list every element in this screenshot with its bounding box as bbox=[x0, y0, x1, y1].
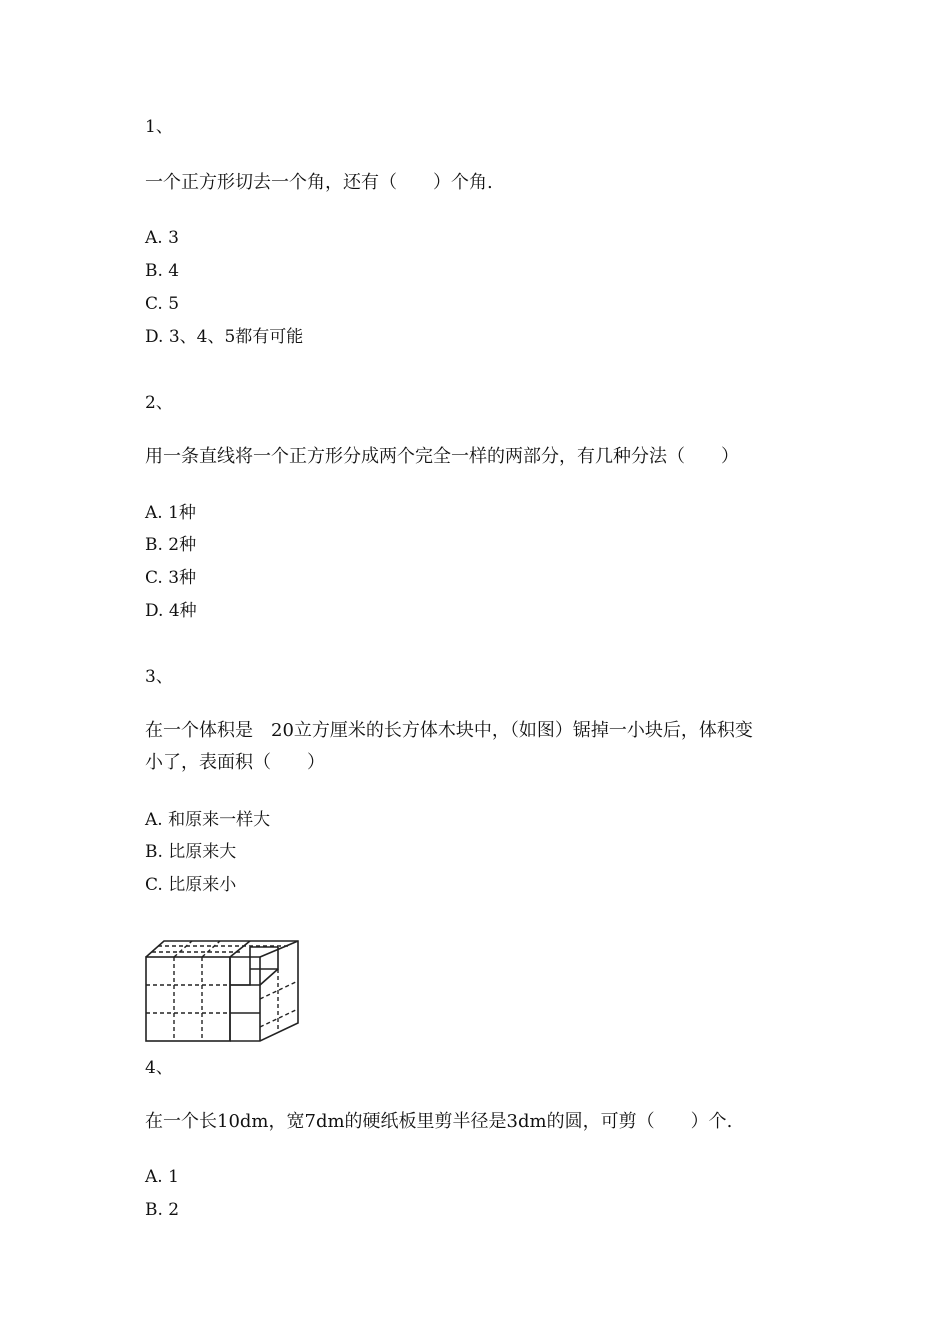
question-2-option-a: A. 1种 bbox=[145, 503, 196, 523]
question-4-option-a: A. 1 bbox=[145, 1167, 179, 1187]
question-4-stem: 在一个长10dm，宽7dm的硬纸板里剪半径是3dm的圆，可剪（ ）个. bbox=[145, 1111, 733, 1132]
question-2-option-c: C. 3种 bbox=[145, 568, 197, 588]
question-3-option-b: B. 比原来大 bbox=[145, 842, 237, 862]
cuboid-solid-edges bbox=[146, 941, 298, 1041]
question-1-stem: 一个正方形切去一个角，还有（ ）个角. bbox=[145, 172, 493, 193]
question-3-option-a: A. 和原来一样大 bbox=[145, 810, 271, 830]
question-1-option-d: D. 3、4、5都有可能 bbox=[145, 327, 304, 347]
question-1-option-c: C. 5 bbox=[145, 294, 180, 314]
question-3-stem-line-1: 在一个体积是 20立方厘米的长方体木块中，（如图）锯掉一小块后，体积变 bbox=[145, 720, 753, 741]
question-4-number: 4、 bbox=[145, 1058, 173, 1078]
question-3-number: 3、 bbox=[145, 667, 173, 687]
cuboid-figure bbox=[140, 935, 305, 1047]
question-2-option-d: D. 4种 bbox=[145, 601, 197, 621]
question-4-option-b: B. 2 bbox=[145, 1200, 180, 1220]
question-2-number: 2、 bbox=[145, 393, 173, 413]
question-3-option-c: C. 比原来小 bbox=[145, 875, 237, 895]
question-2-stem: 用一条直线将一个正方形分成两个完全一样的两部分，有几种分法（ ） bbox=[145, 446, 739, 467]
cuboid-grid-dashes bbox=[146, 941, 298, 1041]
question-1-option-b: B. 4 bbox=[145, 261, 180, 281]
question-1-number: 1、 bbox=[145, 117, 173, 137]
question-2-option-b: B. 2种 bbox=[145, 535, 197, 555]
question-1-option-a: A. 3 bbox=[145, 228, 179, 248]
question-3-stem-line-2: 小了，表面积（ ） bbox=[145, 752, 325, 773]
